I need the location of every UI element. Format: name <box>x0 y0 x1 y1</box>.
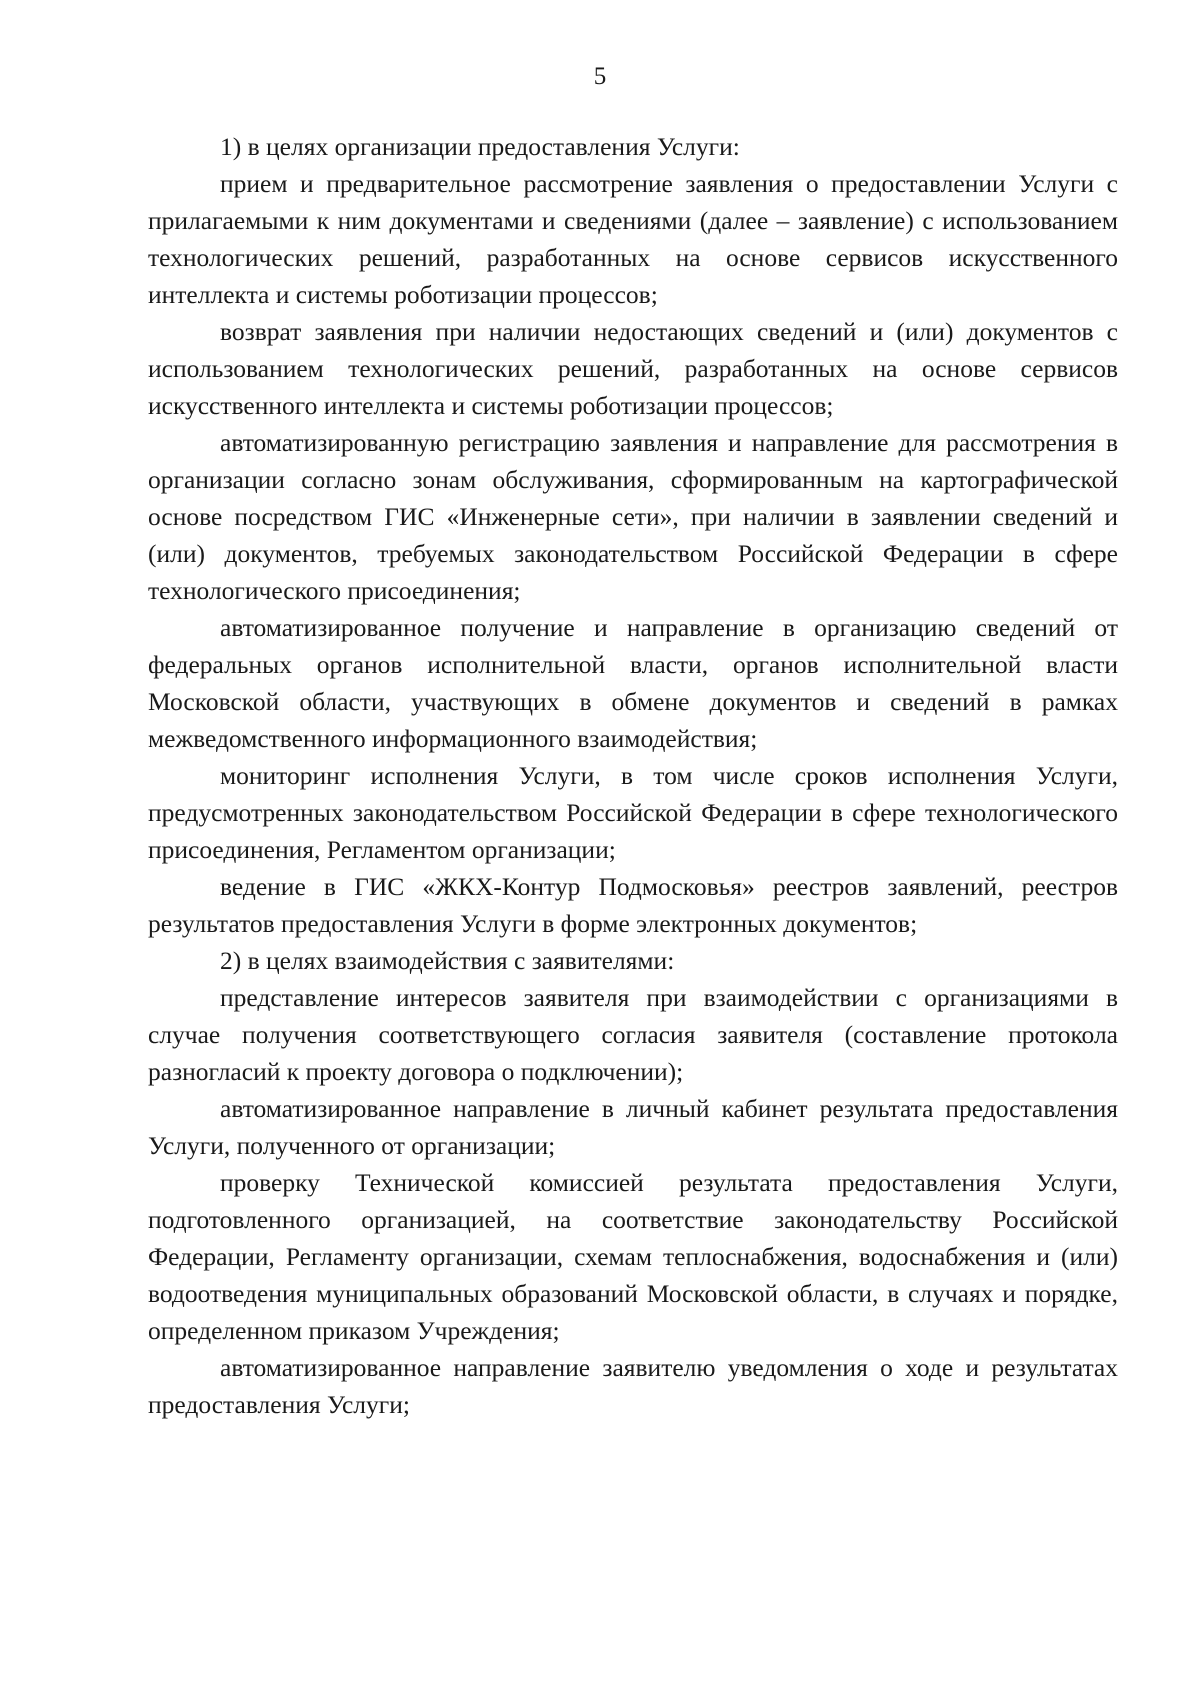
paragraph-notification: автоматизированное направление заявителю уведомления о ходе и результатах предоставления Услуги; <box>148 1353 1118 1419</box>
paragraph-representation: представление интересов заявителя при взаимодействии с организациями в случае получения соответствующего согласия заявителя (составление протокола разногласий к проекту договора о подключении); <box>148 983 1118 1086</box>
paragraph-registry-maintenance: ведение в ГИС «ЖКХ-Контур Подмосковья» реестров заявлений, реестров результатов предоставления Услуги в форме электронных документов; <box>148 872 1118 938</box>
paragraph-item-2-applicant-interaction: 2) в целях взаимодействия с заявителями: <box>220 946 675 975</box>
paragraph-monitoring: мониторинг исполнения Услуги, в том числе сроков исполнения Услуги, предусмотренных законодательством Российской Федерации в сфере технологического присоединения, Регламентом организации; <box>148 761 1118 864</box>
paragraph-result-delivery: автоматизированное направление в личный кабинет результата предоставления Услуги, полученного от организации; <box>148 1094 1118 1160</box>
paragraph-automated-information-exchange: автоматизированное получение и направление в организацию сведений от федеральных органов исполнительной власти, органов исполнительной власти Московской области, участвующих в обмене документов и сведений в рамках межведомственного информационного взаимодействия; <box>148 613 1118 753</box>
paragraph-technical-commission-check: проверку Технической комиссией результата предоставления Услуги, подготовленного организацией, на соответствие законодательству Российской Федерации, Регламенту организации, схемам теплоснабжения, водоснабжения и (или) водоотведения муниципальных образований Московской области, в случаях и порядке, определенном приказом Учреждения; <box>148 1168 1118 1345</box>
page-number: 5 <box>593 63 607 90</box>
paragraph-automated-registration: автоматизированную регистрацию заявления и направление для рассмотрения в организации согласно зонам обслуживания, сформированным на картографической основе посредством ГИС «Инженерные сети», при наличии в заявлении сведений и (или) документов, требуемых законодательством Российской Федерации в сфере технологического присоединения; <box>148 428 1118 605</box>
document-body <box>148 128 1118 1423</box>
paragraph-reception-review: прием и предварительное рассмотрение заявления о предоставлении Услуги с прилагаемыми к ним документами и сведениями (далее – заявление) с использованием технологических решений, разработанных на основе сервисов искусственного интеллекта и системы роботизации процессов; <box>148 169 1118 309</box>
paragraph-item-1-org-purposes: 1) в целях организации предоставления Услуги: <box>220 132 740 161</box>
paragraph-return-application: возврат заявления при наличии недостающих сведений и (или) документов с использованием технологических решений, разработанных на основе сервисов искусственного интеллекта и системы роботизации процессов; <box>148 317 1118 420</box>
